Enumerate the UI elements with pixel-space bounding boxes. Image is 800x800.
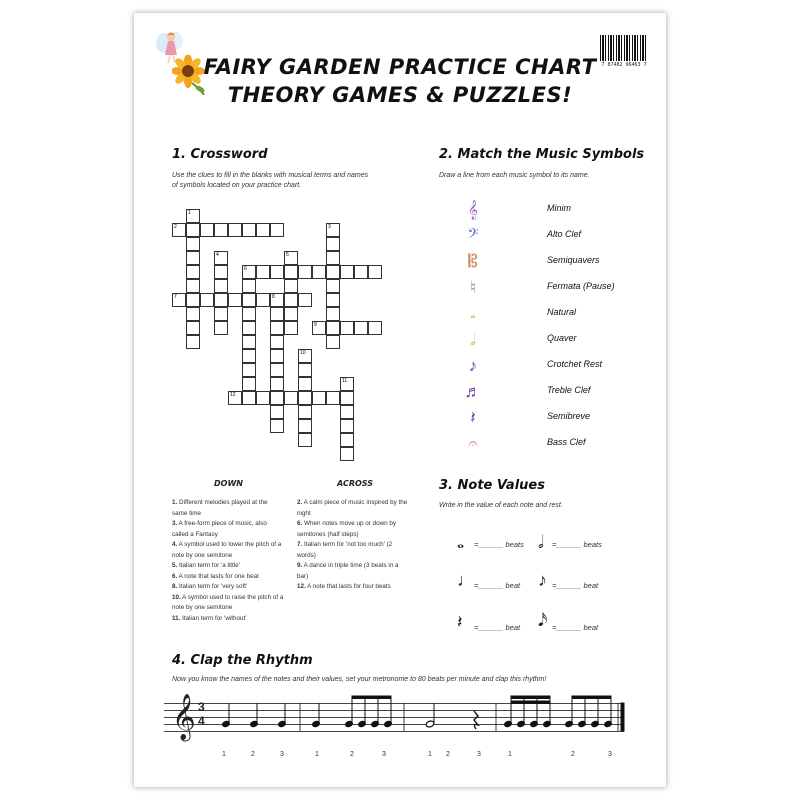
match-row — [439, 223, 649, 249]
clue-text: A dance in triple time (3 beats in a bar) — [297, 562, 399, 580]
unit-label: beat — [583, 623, 599, 632]
crossword-number: 7 — [174, 294, 177, 300]
match-heading: 2. Match the Music Symbols — [439, 147, 645, 162]
crossword-cell[interactable] — [186, 223, 200, 237]
crossword-number: 2 — [174, 224, 177, 230]
unit-label: beats — [583, 540, 602, 549]
crossword-cell[interactable] — [326, 391, 340, 405]
natural-icon: ♮ — [469, 278, 477, 297]
crossword-cell[interactable] — [214, 307, 228, 321]
crossword-cell[interactable] — [270, 405, 284, 419]
clue-text: Italian term for 'very soft' — [179, 583, 248, 590]
crossword-cell[interactable] — [298, 405, 312, 419]
crossword-cell[interactable] — [242, 377, 256, 391]
clue-text: A free-form piece of music, also called a Fantasy — [172, 520, 267, 538]
symbol-name: Natural — [547, 307, 577, 317]
match-row — [439, 431, 649, 457]
unit-label: beat — [505, 623, 521, 632]
match-row — [439, 353, 649, 379]
crossword-heading: 1. Crossword — [172, 147, 268, 162]
time-signature-top: 3 — [198, 700, 205, 714]
crossword-cell[interactable] — [186, 321, 200, 335]
crossword-number: 9 — [314, 322, 317, 328]
crossword-cell[interactable] — [214, 293, 228, 307]
time-signature-bottom: 4 — [198, 714, 205, 728]
clue-number: 10. — [172, 593, 181, 601]
quaver-icon: ♪ — [538, 570, 547, 590]
clue-number: 5. — [172, 562, 178, 569]
crossword-cell[interactable] — [312, 391, 326, 405]
clue-number: 6. — [297, 520, 303, 527]
crossword-cell[interactable] — [270, 265, 284, 279]
match-row — [439, 249, 649, 275]
crossword-cell[interactable] — [270, 223, 284, 237]
crossword-cell[interactable] — [326, 307, 340, 321]
clue-text: When notes move up or down by semitones (half steps) — [297, 520, 397, 538]
crossword-cell[interactable] — [270, 321, 284, 335]
crossword-cell[interactable] — [242, 363, 256, 377]
clue-number: 3. — [172, 520, 178, 527]
rhythm-instructions: Now you know the names of the notes and their values, set your metronome to 80 beats per minute and clap this rhythm! — [172, 676, 547, 683]
across-clues-list — [297, 498, 409, 593]
barcode-number: 7 87482 96463 7 — [601, 62, 647, 68]
crossword-cell[interactable] — [256, 293, 270, 307]
clue-item — [172, 540, 284, 561]
crossword-cell[interactable] — [326, 293, 340, 307]
crossword-number: 4 — [216, 252, 219, 258]
beat-count: 1 — [222, 751, 226, 758]
crossword-cell[interactable] — [298, 363, 312, 377]
crossword-number: 1 — [188, 210, 191, 216]
unit-label: beats — [505, 540, 524, 549]
symbol-name: Semibreve — [547, 411, 591, 421]
crotchet-rest-icon: 𝄽 — [470, 408, 476, 427]
crossword-cell[interactable] — [242, 321, 256, 335]
clue-number: 9. — [297, 562, 303, 569]
rhythm-staff — [134, 693, 666, 763]
crotchet-icon: ♩ — [457, 570, 475, 590]
crossword-cell[interactable] — [270, 391, 284, 405]
crossword-cell[interactable] — [214, 223, 228, 237]
clue-item — [297, 498, 409, 519]
crossword-cell[interactable] — [242, 391, 256, 405]
clue-item — [172, 561, 284, 572]
crossword-cell[interactable] — [242, 293, 256, 307]
crossword-cell[interactable] — [326, 237, 340, 251]
clue-number: 2. — [297, 499, 303, 506]
clue-item — [172, 614, 284, 625]
note-values-instructions: Write in the value of each note and rest. — [439, 502, 563, 509]
beat-count: 1 — [428, 751, 432, 758]
crossword-cell[interactable] — [340, 447, 354, 461]
crossword-cell[interactable] — [284, 279, 298, 293]
crossword-cell[interactable] — [284, 321, 298, 335]
unit-label: beat — [505, 581, 521, 590]
crossword-cell[interactable] — [340, 265, 354, 279]
crossword-cell[interactable] — [186, 251, 200, 265]
match-row — [439, 379, 649, 405]
semiquavers-icon: ♬ — [464, 382, 482, 401]
crossword-cell[interactable] — [298, 293, 312, 307]
clue-number: 12. — [297, 583, 306, 590]
crossword-cell[interactable] — [200, 223, 214, 237]
fermata-icon: 𝄐 — [468, 434, 478, 453]
crossword-cell[interactable] — [326, 335, 340, 349]
clue-text: Italian term for 'a little' — [179, 562, 240, 569]
crossword-cell[interactable] — [270, 363, 284, 377]
semibreve-icon: 𝅝 — [457, 532, 465, 552]
crossword-cell[interactable] — [298, 419, 312, 433]
answer-blank[interactable]: =______ — [474, 540, 504, 549]
crossword-cell[interactable] — [186, 307, 200, 321]
crossword-instructions: Use the clues to fill in the blanks with musical terms and names of symbols located on your practice chart. — [172, 172, 369, 189]
crossword-number: 12 — [230, 392, 236, 398]
crossword-cell[interactable] — [256, 223, 270, 237]
crossword-cell[interactable] — [298, 391, 312, 405]
clue-item — [297, 540, 409, 561]
clue-number: 7. — [297, 541, 303, 548]
crossword-cell[interactable] — [242, 349, 256, 363]
semibreve-icon: 𝅝 — [470, 306, 476, 321]
crossword-cell[interactable] — [298, 377, 312, 391]
crossword-cell[interactable] — [186, 335, 200, 349]
treble-clef-icon: 𝄞 — [467, 200, 479, 219]
clue-item — [172, 572, 284, 583]
minim-icon: 𝅗𝅥 — [538, 532, 544, 552]
beat-count: 2 — [446, 751, 450, 758]
crossword-cell[interactable] — [270, 419, 284, 433]
symbol-name: Fermata (Pause) — [547, 281, 615, 291]
crossword-cell[interactable] — [270, 349, 284, 363]
clue-text: A symbol used to lower the pitch of a note by one semitone — [172, 541, 282, 559]
crossword-cell[interactable] — [368, 321, 382, 335]
symbol-name: Treble Clef — [547, 385, 591, 395]
crossword-cell[interactable] — [214, 265, 228, 279]
answer-blank[interactable]: =______ — [474, 623, 504, 632]
title-line-2: THEORY GAMES & PUZZLES! — [227, 83, 573, 107]
crossword-cell[interactable] — [284, 307, 298, 321]
clue-item — [172, 519, 284, 540]
practice-chart-sheet — [134, 13, 666, 787]
clue-text: A calm piece of music inspired by the night — [297, 499, 408, 517]
crossword-number: 6 — [244, 266, 247, 272]
clue-item — [297, 561, 409, 582]
crossword-cell[interactable] — [368, 265, 382, 279]
note-values-heading: 3. Note Values — [439, 478, 545, 493]
beat-count: 3 — [608, 751, 612, 758]
match-row — [439, 197, 649, 223]
beat-count: 1 — [315, 751, 319, 758]
match-row — [439, 301, 649, 327]
beat-count: 2 — [251, 751, 255, 758]
clue-number: 4. — [172, 541, 178, 548]
unit-label: beat — [583, 581, 599, 590]
crossword-cell[interactable] — [340, 391, 354, 405]
symbol-name: Semiquavers — [547, 255, 600, 265]
crotchet-rest-icon: 𝄽 — [457, 612, 463, 632]
crossword-cell[interactable] — [312, 265, 326, 279]
crossword-cell[interactable] — [242, 223, 256, 237]
crossword-cell[interactable] — [200, 293, 214, 307]
crossword-cell[interactable] — [298, 433, 312, 447]
clue-item — [172, 582, 284, 593]
crossword-cell[interactable] — [256, 391, 270, 405]
beat-count: 3 — [280, 751, 284, 758]
crossword-cell[interactable] — [326, 321, 340, 335]
clue-text: Italian term for 'without' — [182, 614, 247, 622]
clue-text: A note that lasts for one beat — [178, 572, 259, 580]
match-row — [439, 275, 649, 301]
crossword-cell[interactable] — [242, 279, 256, 293]
clue-number: 8. — [172, 583, 178, 590]
match-row — [439, 405, 649, 431]
symbol-name: Bass Clef — [547, 437, 586, 447]
beat-count: 3 — [382, 751, 386, 758]
crossword-cell[interactable] — [340, 419, 354, 433]
crossword-cell[interactable] — [270, 335, 284, 349]
clue-number: 1. — [172, 499, 178, 506]
treble-clef-icon: 𝄞 — [172, 695, 196, 739]
crossword-cell[interactable] — [214, 321, 228, 335]
crossword-cell[interactable] — [214, 279, 228, 293]
crossword-cell[interactable] — [256, 265, 270, 279]
answer-blank[interactable]: =______ — [474, 581, 504, 590]
crossword-number: 5 — [286, 252, 289, 258]
crossword-cell[interactable] — [340, 405, 354, 419]
beat-count: 1 — [508, 751, 512, 758]
match-row — [439, 327, 649, 353]
clue-text: A symbol used to raise the pitch of a note by one semitone — [172, 593, 284, 611]
crossword-cell[interactable] — [340, 433, 354, 447]
down-heading: DOWN — [214, 479, 243, 488]
crossword-cell[interactable] — [186, 279, 200, 293]
clue-text: Italian term for 'not too much' (2 words) — [297, 541, 393, 559]
answer-blank[interactable]: =______ — [552, 581, 582, 590]
beat-count: 2 — [571, 751, 575, 758]
crossword-cell[interactable] — [186, 237, 200, 251]
crossword-cell[interactable] — [354, 321, 368, 335]
clue-item — [297, 519, 409, 540]
down-clues-list — [172, 498, 284, 624]
symbol-name: Quaver — [547, 333, 577, 343]
alto-clef-icon: 𝄡 — [468, 252, 478, 271]
rhythm-notes — [134, 693, 666, 743]
answer-blank[interactable]: =______ — [552, 623, 582, 632]
clue-number: 6. — [172, 572, 178, 580]
bass-clef-icon: 𝄢 — [467, 226, 479, 245]
crossword-cell[interactable] — [186, 265, 200, 279]
beat-count: 2 — [350, 751, 354, 758]
rhythm-heading: 4. Clap the Rhythm — [172, 653, 313, 668]
crossword-cell[interactable] — [298, 265, 312, 279]
quaver-icon: ♪ — [468, 356, 478, 375]
symbol-name: Alto Clef — [547, 229, 582, 239]
crossword-cell[interactable] — [284, 293, 298, 307]
crossword-cell[interactable] — [284, 265, 298, 279]
crossword-number: 8 — [272, 294, 275, 300]
crossword-cell[interactable] — [354, 265, 368, 279]
title-line-1: FAIRY GARDEN PRACTICE CHART — [203, 55, 597, 79]
crossword-cell[interactable] — [284, 391, 298, 405]
clue-item — [172, 593, 284, 614]
clue-text: A note that lasts for four beats — [307, 583, 391, 590]
crossword-number: 3 — [328, 224, 331, 230]
clue-text: Different melodies played at the same time — [172, 499, 268, 517]
across-heading: ACROSS — [337, 479, 374, 488]
crossword-cell[interactable] — [270, 377, 284, 391]
clue-item — [172, 498, 284, 519]
answer-blank[interactable]: =______ — [552, 540, 582, 549]
crossword-number: 10 — [300, 350, 306, 356]
semiquaver-icon: 𝅘𝅥𝅯 — [538, 610, 548, 630]
crossword-cell[interactable] — [326, 251, 340, 265]
crossword-cell[interactable] — [326, 279, 340, 293]
symbol-name: Minim — [547, 203, 571, 213]
beat-count: 3 — [477, 751, 481, 758]
crossword-cell[interactable] — [326, 265, 340, 279]
crossword-cell[interactable] — [242, 307, 256, 321]
symbol-name: Crotchet Rest — [547, 359, 603, 369]
crossword-cell[interactable] — [270, 307, 284, 321]
crossword-cell[interactable] — [340, 321, 354, 335]
minim-icon: 𝅗𝅥 — [470, 330, 476, 349]
crossword-cell[interactable] — [242, 335, 256, 349]
crossword-number: 11 — [342, 378, 348, 384]
crossword-cell[interactable] — [228, 223, 242, 237]
crossword-cell[interactable] — [228, 293, 242, 307]
crossword-cell[interactable] — [186, 293, 200, 307]
match-instructions: Draw a line from each music symbol to its name. — [439, 172, 590, 179]
clue-item — [297, 582, 409, 593]
clue-number: 11. — [172, 614, 181, 622]
